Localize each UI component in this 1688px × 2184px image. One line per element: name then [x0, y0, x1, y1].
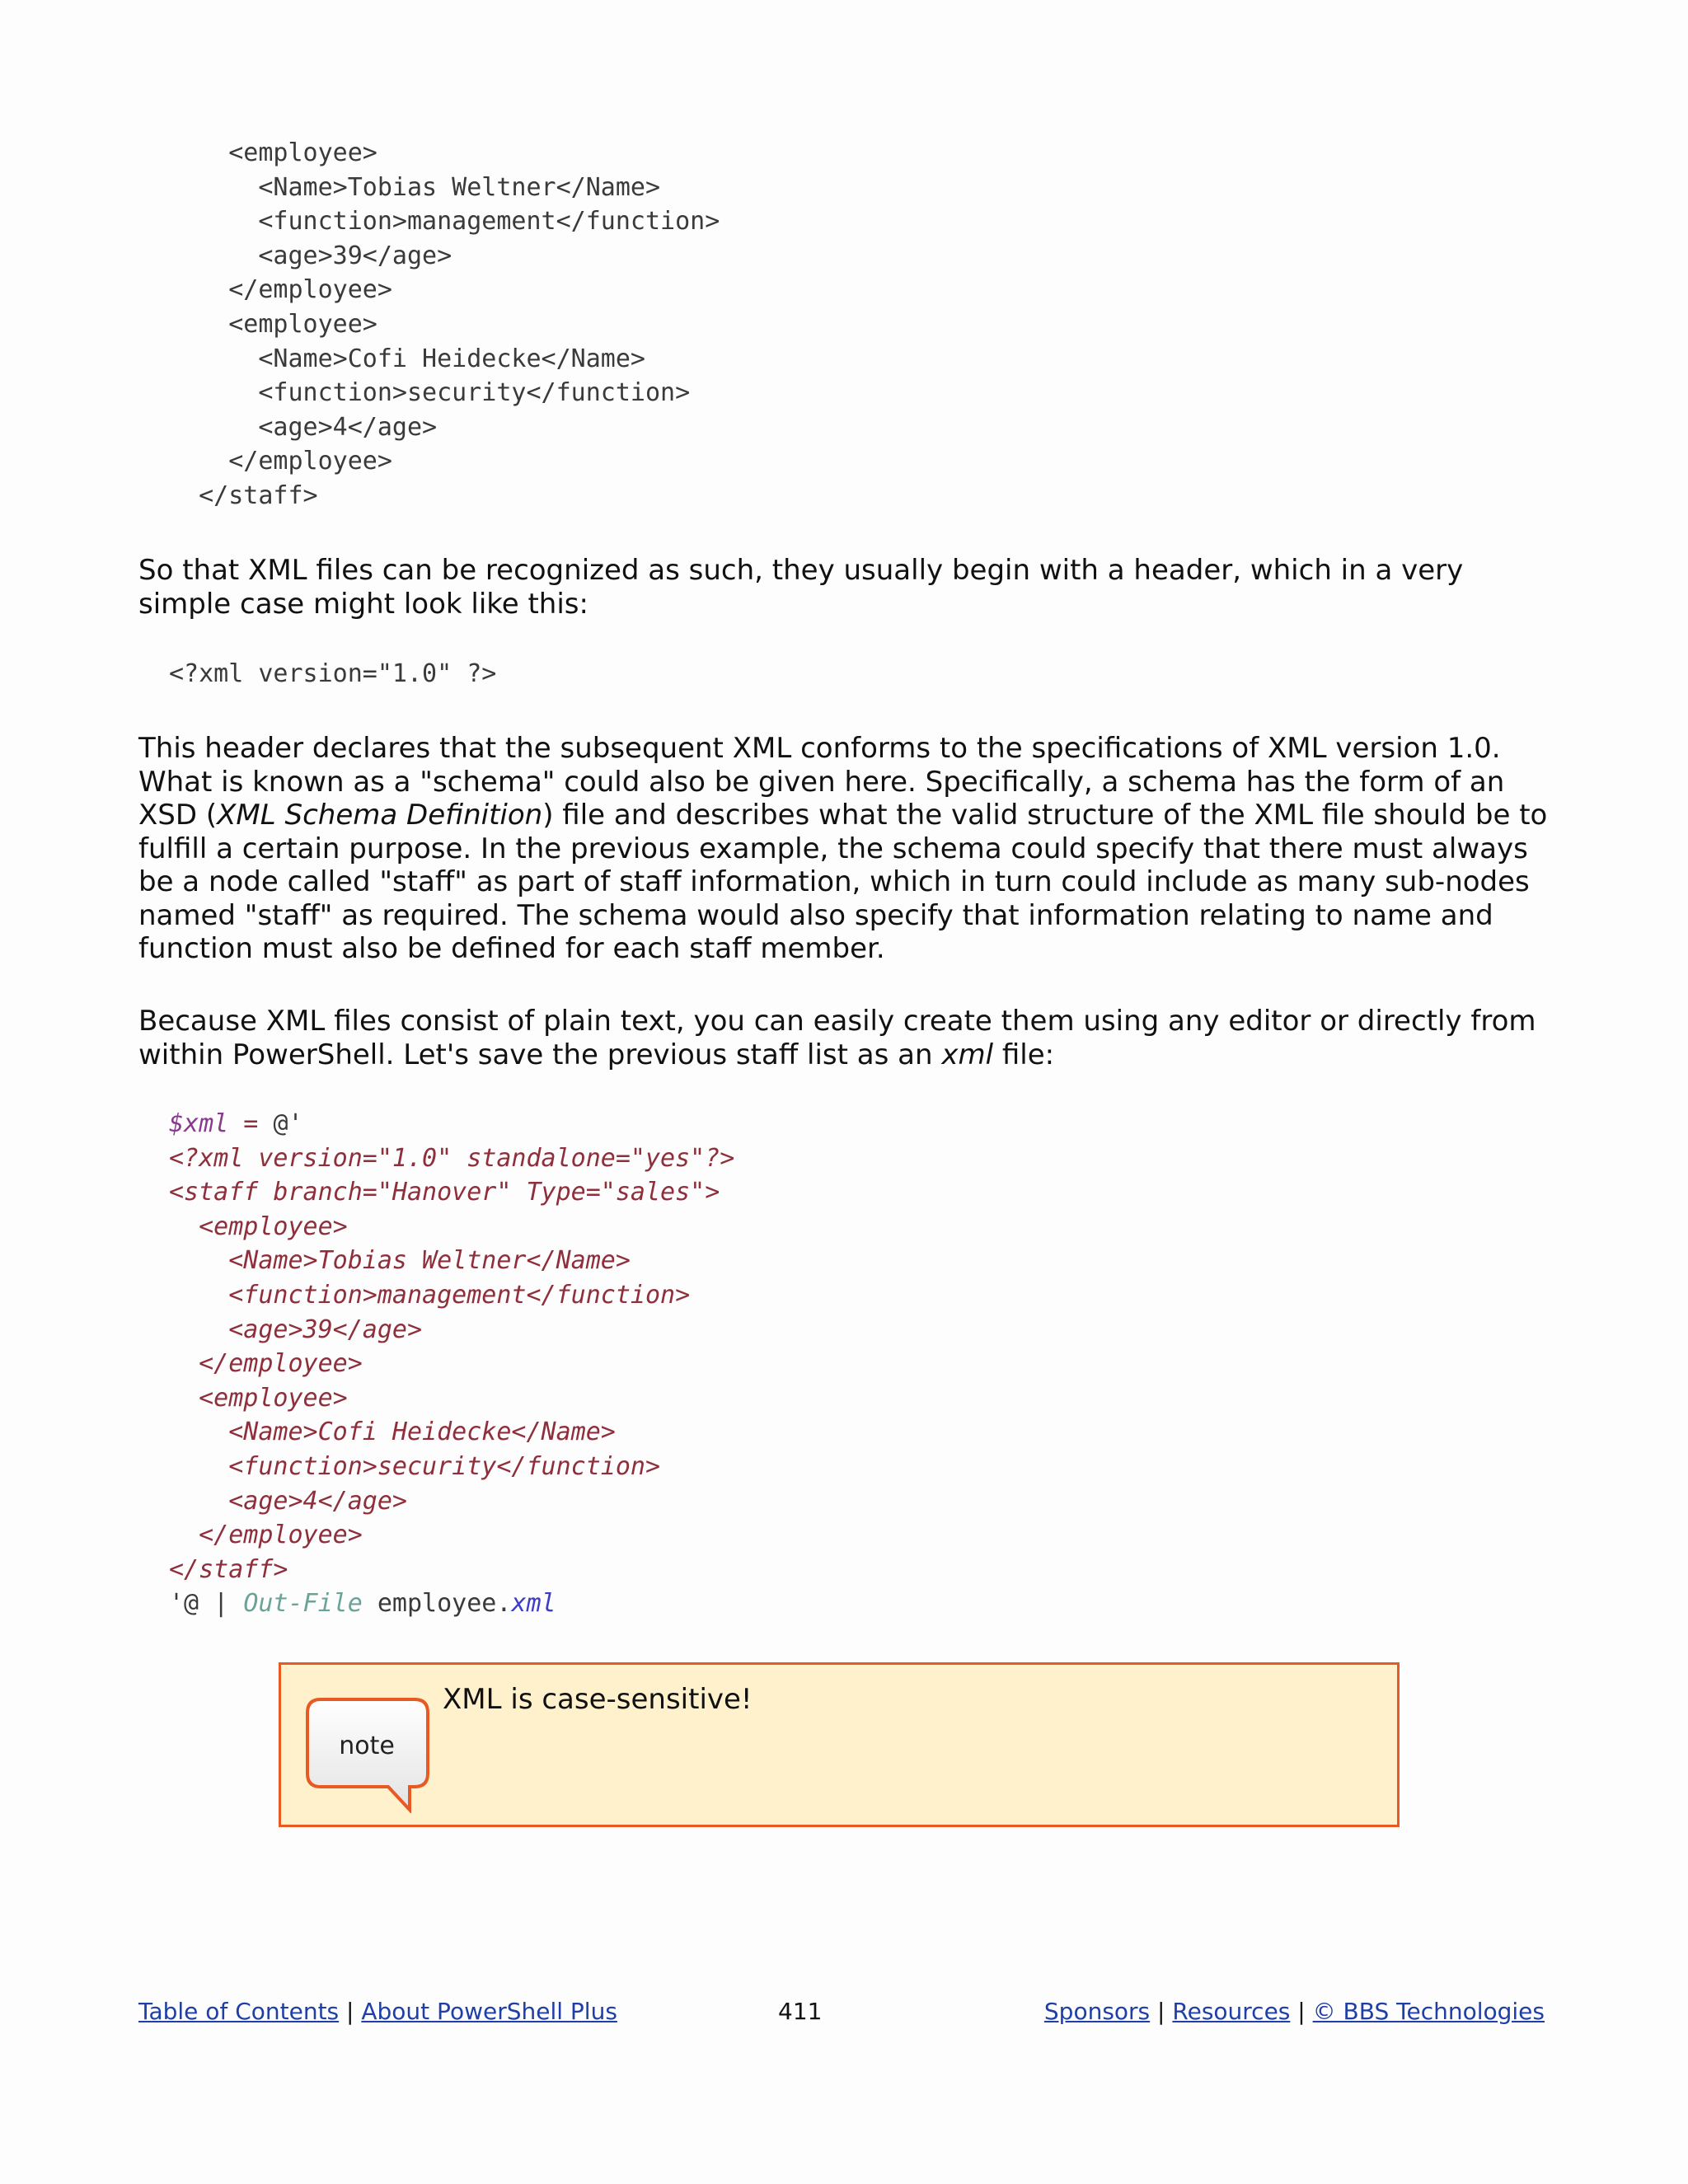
- code-file-ext: xml: [511, 1589, 556, 1619]
- footer-separator: |: [339, 1998, 362, 2025]
- page-footer: [138, 1998, 1545, 2031]
- paragraph-powershell-term: xml: [941, 1038, 994, 1071]
- note-speech-bubble-icon: [306, 1698, 429, 1813]
- code-block-powershell-script: [169, 1107, 734, 1621]
- paragraph-schema-text-b: ) file and describes what the valid structure of the XML file should be to fulfill a certain purpose. In the previous example, the schema could specify that there must always be a node called "staff" as part of staff information, which in turn could include as many sub-nodes named "staff" as required. The schema would also specify that information relating to name and function must also be defined for each staff member.: [138, 799, 1548, 965]
- footer-separator: |: [1150, 1998, 1173, 2025]
- paragraph-schema: [138, 732, 1556, 966]
- code-here-open: @': [273, 1109, 303, 1138]
- page-number: 411: [778, 1998, 823, 2025]
- code-variable: $xml: [169, 1109, 229, 1138]
- code-block-xml-header: <?xml version="1.0" ?>: [169, 659, 497, 688]
- paragraph-header-intro: So that XML files can be recognized as such, they usually begin with a header, which in a very simple case might look like this:: [138, 554, 1464, 621]
- note-icon-label: note: [339, 1732, 395, 1760]
- code-block-staff-xml: <employee> <Name>Tobias Weltner</Name> <function>management</function> <age>39</age> </employee> <employee> <Name>Cofi Heidecke</Name> <function>security</function> <age>4</age> </employee> </staff>: [199, 138, 720, 510]
- footer-right-links: [1044, 1998, 1545, 2025]
- link-resources[interactable]: Resources: [1172, 1998, 1291, 2025]
- code-pipe: |: [199, 1589, 244, 1619]
- code-assign: =: [228, 1109, 274, 1138]
- footer-left-links: [138, 1998, 617, 2025]
- note-text: XML is case-sensitive!: [443, 1683, 753, 1716]
- link-table-of-contents[interactable]: Table of Contents: [138, 1998, 340, 2025]
- paragraph-schema-text-a: This header declares that the subsequent XML conforms to the specifications of XML version 1.0. What is known as a "schema" could also be given here. Specifically, a schema has the form of an XSD (: [138, 732, 1505, 832]
- paragraph-powershell-text-a: Because XML files consist of plain text, you can easily create them using any editor or directly from within PowerShell. Let's save the previous staff list as an: [138, 1005, 1536, 1071]
- paragraph-powershell-text-b: file:: [993, 1038, 1055, 1071]
- link-about-powershell-plus[interactable]: About PowerShell Plus: [361, 1998, 617, 2025]
- footer-separator: |: [1290, 1998, 1313, 2025]
- link-bbs-technologies[interactable]: © BBS Technologies: [1312, 1998, 1545, 2025]
- code-here-string-body: <?xml version="1.0" standalone="yes"?> <staff branch="Hanover" Type="sales"> <employee> <Name>Tobias Weltner</Name> <function>management</function> <age>39</age> </employee> <employee> <Name>Cofi Heidecke</Name> <function>security</function> <age>4</age> </employee> </staff>: [169, 1143, 735, 1584]
- paragraph-schema-term: XML Schema Definition: [217, 799, 543, 832]
- code-file-base: employee.: [362, 1589, 512, 1619]
- code-cmdlet: Out-File: [243, 1589, 363, 1619]
- link-sponsors[interactable]: Sponsors: [1043, 1998, 1151, 2025]
- code-here-close: '@: [169, 1589, 199, 1619]
- paragraph-powershell: [138, 1005, 1556, 1071]
- note-callout: [279, 1662, 1400, 1827]
